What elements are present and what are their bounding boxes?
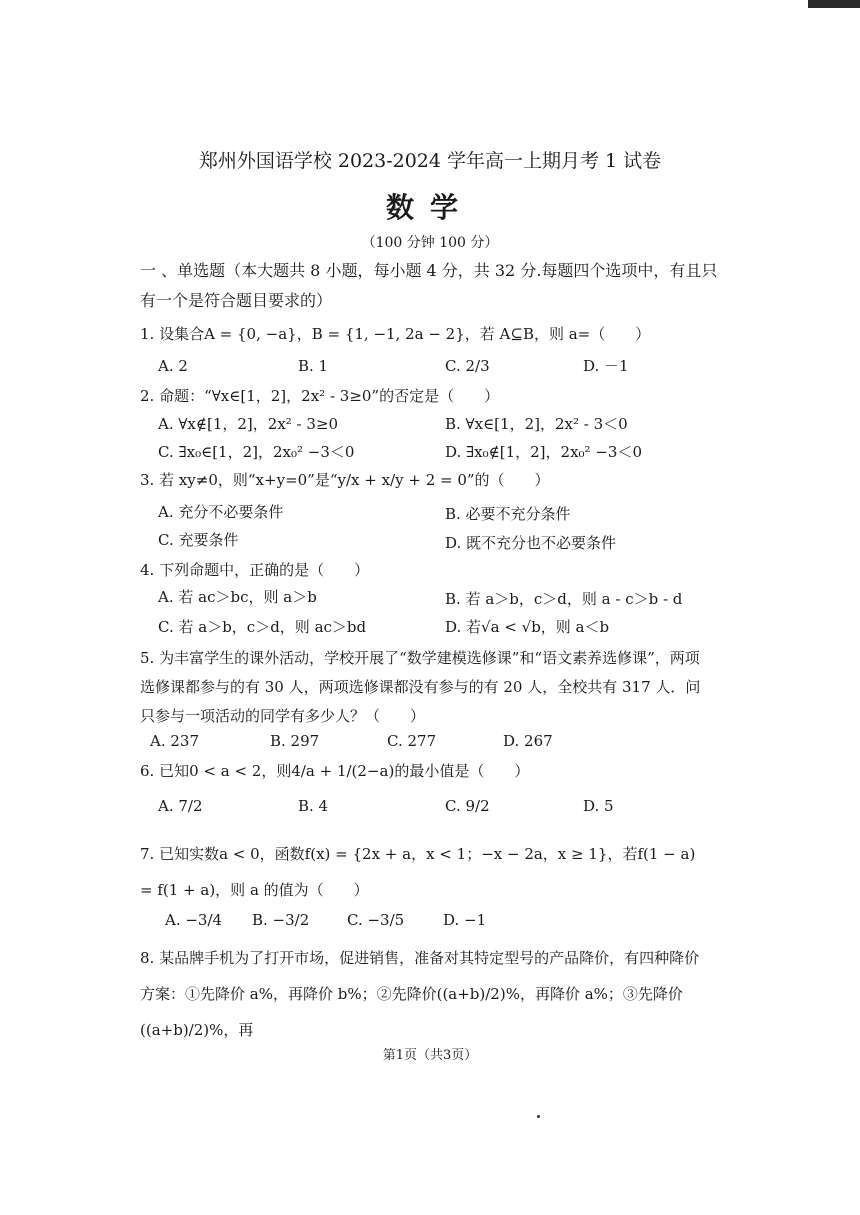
page-footer: 第1页（共3页） — [382, 1048, 478, 1063]
question-2-option-c: C. ∃x₀∈[1，2]，2x₀² −3＜0 — [158, 443, 355, 461]
question-7-stem: 7. 已知实数a < 0，函数f(x) = {2x + a，x < 1；−x − 2a，x ≥ 1}，若f(1 − a) = f(1 + a)，则 a 的值为（ ） — [140, 845, 696, 899]
question-7-option-b: B. −3/2 — [252, 911, 310, 929]
question-6-option-a: A. 7/2 — [158, 797, 203, 815]
question-2-option-a: A. ∀x∉[1，2]，2x² - 3≥0 — [158, 415, 339, 433]
question-2-option-d: D. ∃x₀∉[1，2]，2x₀² −3＜0 — [445, 443, 642, 461]
question-7-option-c: C. −3/5 — [347, 911, 405, 929]
question-5-option-b: B. 297 — [270, 732, 320, 750]
question-7-option-a: A. −3/4 — [165, 911, 223, 929]
question-6-option-c: C. 9/2 — [445, 797, 490, 815]
question-8-stem: 8. 某品牌手机为了打开市场，促进销售，准备对其特定型号的产品降价，有四种降价方案：①先降价 a%，再降价 b%；②先降价((a+b)/2)%，再降价 a%；③先降价((a+b)/2)%，再 — [140, 949, 700, 1039]
subject-title: 数学 — [385, 191, 474, 224]
exam-title: 郑州外国语学校 2023-2024 学年高一上期月考 1 试卷 — [198, 150, 662, 172]
question-6-stem: 6. 已知0 < a < 2，则4/a + 1/(2−a)的最小值是（ ） — [140, 762, 530, 780]
question-6-option-b: B. 4 — [298, 797, 329, 815]
scan-speck — [537, 1115, 540, 1118]
question-4-option-c: C. 若 a＞b，c＞d，则 ac＞bd — [158, 618, 367, 636]
question-5-option-c: C. 277 — [387, 732, 437, 750]
question-1-option-c: C. 2/3 — [445, 357, 490, 375]
question-2-stem: 2. 命题：“∀x∈[1，2]，2x² - 3≥0”的否定是（ ） — [140, 387, 500, 405]
question-1-option-d: D. －1 — [583, 357, 629, 375]
question-3-option-a: A. 充分不必要条件 — [158, 503, 284, 521]
question-3-stem: 3. 若 xy≠0，则“x+y=0”是“y/x + x/y + 2 = 0”的（ ） — [140, 471, 550, 489]
question-1-option-b: B. 1 — [298, 357, 329, 375]
question-3-option-d: D. 既不充分也不必要条件 — [445, 534, 617, 552]
question-5-stem: 5. 为丰富学生的课外活动，学校开展了“数学建模选修课”和“语文素养选修课”，两项选修课都参与的有 30 人，两项选修课都没有参与的有 20 人，全校共有 317 人．问只参与一项活动的同学有多少人？（ ） — [140, 649, 701, 725]
section-heading: 一 、单选题（本大题共 8 小题，每小题 4 分，共 32 分.每题四个选项中，有且只有一个是符合题目要求的） — [140, 261, 718, 310]
exam-duration: （100 分钟 100 分） — [361, 235, 499, 251]
question-1-stem: 1. 设集合A = {0, −a}，B = {1, −1, 2a − 2}，若 A⊆B，则 a=（ ） — [140, 325, 651, 343]
question-4-option-b: B. 若 a＞b，c＞d，则 a - c＞b - d — [445, 590, 683, 608]
question-4-option-a: A. 若 ac＞bc，则 a＞b — [158, 588, 317, 606]
question-3-option-c: C. 充要条件 — [158, 531, 239, 549]
question-2-option-b: B. ∀x∈[1，2]，2x² - 3＜0 — [445, 415, 628, 433]
question-4-option-d: D. 若√a < √b，则 a＜b — [445, 618, 610, 636]
question-5-option-d: D. 267 — [503, 732, 553, 750]
question-3-option-b: B. 必要不充分条件 — [445, 505, 571, 523]
question-1-option-a: A. 2 — [158, 357, 188, 375]
question-7-option-d: D. −1 — [443, 911, 487, 929]
scan-edge-mark — [808, 0, 860, 8]
question-5-option-a: A. 237 — [150, 732, 199, 750]
question-4-stem: 4. 下列命题中，正确的是（ ） — [140, 561, 370, 579]
question-6-option-d: D. 5 — [583, 797, 614, 815]
